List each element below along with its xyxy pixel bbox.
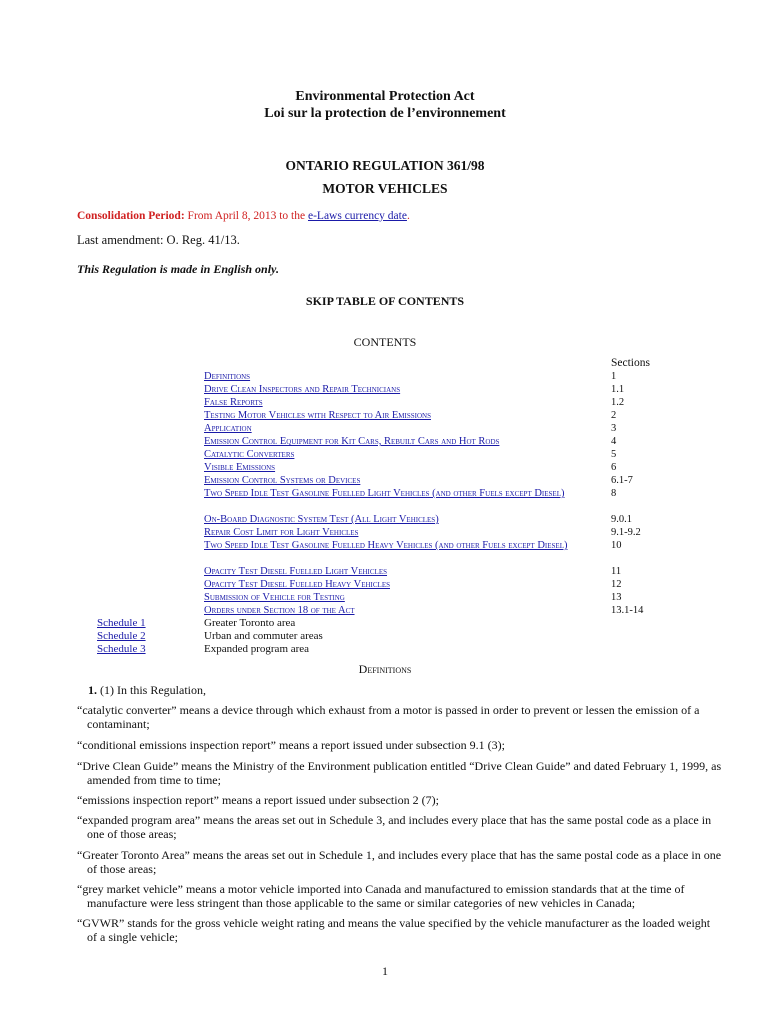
definition-item: “Drive Clean Guide” means the Ministry of the Environment publication entitled “Drive Clean Guide” and dated February 1, 1999, as amended from time to time; xyxy=(77,759,722,787)
toc-sections: 6.1-7 xyxy=(611,475,633,486)
schedule-1-link[interactable]: Schedule 1 xyxy=(97,617,146,629)
toc-link[interactable]: Two Speed Idle Test Gasoline Fuelled Heavy Vehicles (and other Fuels except Diesel) xyxy=(204,540,568,551)
toc-sections: 10 xyxy=(611,540,622,551)
toc-link[interactable]: Emission Control Systems or Devices xyxy=(204,475,361,486)
schedule-3-link[interactable]: Schedule 3 xyxy=(97,643,146,655)
toc-sections: 2 xyxy=(611,410,617,421)
schedule-2-link[interactable]: Schedule 2 xyxy=(97,630,146,642)
toc-sections: 12 xyxy=(611,579,622,590)
toc-sections: 1 xyxy=(611,371,617,382)
schedule-desc: Expanded program area xyxy=(204,643,310,655)
definition-item: “conditional emissions inspection report” means a report issued under subsection 9.1 (3); xyxy=(77,738,505,752)
consolidation-period xyxy=(77,210,410,222)
consolidation-text: From April 8, 2013 to the xyxy=(187,210,306,222)
act-title-fr: Loi sur la protection de l’environnement xyxy=(264,106,506,121)
definition-item: “emissions inspection report” means a report issued under subsection 2 (7); xyxy=(77,793,439,807)
schedule-desc: Urban and commuter areas xyxy=(204,630,323,642)
toc-sections: 5 xyxy=(611,449,617,460)
section-1-intro xyxy=(88,683,206,698)
page-number: 1 xyxy=(382,964,388,978)
toc-sections: 13 xyxy=(611,592,622,603)
toc-link[interactable]: Visible Emissions xyxy=(204,462,276,473)
definitions-heading: Definitions xyxy=(358,662,412,676)
toc-link[interactable]: Two Speed Idle Test Gasoline Fuelled Light Vehicles (and other Fuels except Diesel) xyxy=(204,488,565,499)
consolidation-end: . xyxy=(406,210,410,222)
regulation-number: ONTARIO REGULATION 361/98 xyxy=(285,158,485,173)
definition-item: “grey market vehicle” means a motor vehicle imported into Canada and manufactured to emission standards that at the time of manufacture were less stringent than those applicable to the same or similar categories of new vehicles in Canada; xyxy=(77,882,685,910)
toc-sections: 13.1-14 xyxy=(611,605,644,616)
definition-item: “catalytic converter” means a device through which exhaust from a motor is passed in order to prevent or lessen the emission of a contaminant; xyxy=(77,703,700,731)
section-text: (1) In this Regulation, xyxy=(100,683,206,697)
skip-toc-link[interactable]: SKIP TABLE OF CONTENTS xyxy=(305,294,465,308)
toc-sections: 9.1-9.2 xyxy=(611,527,641,538)
toc-link[interactable]: Orders under Section 18 of the Act xyxy=(204,605,355,616)
toc-link[interactable]: Testing Motor Vehicles with Respect to Air Emissions xyxy=(204,410,431,421)
consolidation-label: Consolidation Period: xyxy=(77,210,185,222)
toc-link[interactable]: Opacity Test Diesel Fuelled Light Vehicles xyxy=(204,566,388,577)
toc-link[interactable]: Catalytic Converters xyxy=(204,449,295,460)
toc-sections: 6 xyxy=(611,462,617,473)
toc-link[interactable]: Submission of Vehicle for Testing xyxy=(204,592,345,603)
toc-sections: 3 xyxy=(611,423,617,434)
section-number: 1. xyxy=(88,683,97,697)
toc-sections: 4 xyxy=(611,436,617,447)
toc-link[interactable]: Emission Control Equipment for Kit Cars, Rebuilt Cars and Hot Rods xyxy=(204,436,500,447)
definition-item: “Greater Toronto Area” means the areas set out in Schedule 1, and includes every place that has the same postal code as a place in one of those areas; xyxy=(77,848,722,876)
toc-sections: 1.2 xyxy=(611,397,625,408)
toc-link[interactable]: Opacity Test Diesel Fuelled Heavy Vehicles xyxy=(204,579,390,590)
toc-sections: 8 xyxy=(611,488,617,499)
currency-date-link[interactable]: e-Laws currency date xyxy=(307,210,407,222)
toc-link[interactable]: Application xyxy=(204,423,252,434)
definition-item: “GVWR” stands for the gross vehicle weight rating and means the value specified by the vehicle manufacturer as the loaded weight of a single vehicle; xyxy=(77,916,711,944)
definition-item: “expanded program area” means the areas set out in Schedule 3, and includes every place that has the same postal code as a place in one of those areas; xyxy=(77,813,712,841)
toc-link[interactable]: Drive Clean Inspectors and Repair Technicians xyxy=(204,384,401,395)
toc-link[interactable]: False Reports xyxy=(204,397,263,408)
toc-link[interactable]: On-Board Diagnostic System Test (All Light Vehicles) xyxy=(204,514,439,525)
toc-link[interactable]: Definitions xyxy=(204,371,251,382)
language-note: This Regulation is made in English only. xyxy=(77,262,279,276)
last-amendment: Last amendment: O. Reg. 41/13. xyxy=(77,233,240,247)
toc-sections: 11 xyxy=(611,566,622,577)
contents-heading: CONTENTS xyxy=(353,335,417,349)
toc-sections: 1.1 xyxy=(611,384,625,395)
act-title-en: Environmental Protection Act xyxy=(295,89,475,104)
sections-heading: Sections xyxy=(611,357,650,369)
toc-sections: 9.0.1 xyxy=(611,514,632,525)
toc-link[interactable]: Repair Cost Limit for Light Vehicles xyxy=(204,527,359,538)
regulation-subject: MOTOR VEHICLES xyxy=(322,181,448,196)
schedule-desc: Greater Toronto area xyxy=(204,617,296,629)
